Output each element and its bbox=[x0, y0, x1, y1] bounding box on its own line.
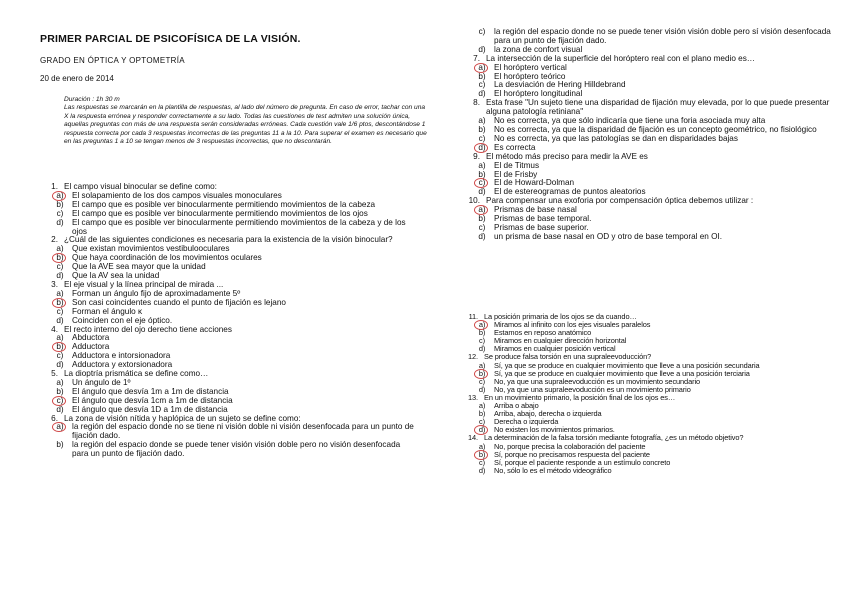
option-letter bbox=[52, 219, 68, 237]
option-letter-text: c) bbox=[478, 222, 486, 232]
question-q4 bbox=[40, 326, 418, 371]
option-text: la región del espacio donde no se puede tener visión visión doble pero sí visión desenfocada para un punto de fijación dado. bbox=[494, 27, 831, 45]
option-letter bbox=[52, 423, 68, 441]
question-q3 bbox=[40, 281, 418, 326]
option-text: No es correcta, ya que la disparidad de fijación es un concepto geométrico, no fisiológico bbox=[494, 124, 817, 134]
option-letter-text: b) bbox=[478, 169, 486, 179]
option-text: No, ya que una supraleevoducción es un movimiento secundario bbox=[494, 376, 700, 386]
option-letter-text: d) bbox=[478, 425, 486, 435]
question-text: El eje visual y la línea principal de mirada ... bbox=[64, 279, 224, 289]
option-letter-text: a) bbox=[478, 401, 486, 411]
option-letter-text: d) bbox=[56, 271, 64, 281]
option-letter-text: b) bbox=[56, 386, 64, 396]
option-letter-text: b) bbox=[56, 440, 64, 450]
option-letter-text: b) bbox=[478, 368, 486, 378]
option-text: Miramos al infinito con los ejes visuales paralelos bbox=[494, 320, 651, 330]
option-letter-text: b) bbox=[478, 124, 486, 134]
option-text: Que la AVE sea mayor que la unidad bbox=[72, 262, 206, 272]
question-q10 bbox=[462, 197, 832, 242]
option-text: Prismas de base nasal bbox=[494, 205, 577, 215]
option-letter-text: b) bbox=[56, 297, 64, 307]
option-letter bbox=[474, 233, 490, 242]
option-letter-text: b) bbox=[56, 199, 64, 209]
question-q6 bbox=[40, 415, 418, 460]
duration: Duración : 1h 30 m bbox=[64, 96, 120, 103]
option-letter-text: a) bbox=[56, 190, 64, 200]
question-q7 bbox=[462, 55, 832, 100]
option-text: la región del espacio donde se puede tener visión visión doble pero no visión desenfocada para un punto de fijación dado. bbox=[72, 440, 401, 459]
option-letter-text: c) bbox=[56, 351, 64, 361]
question-number: 9. bbox=[473, 151, 480, 161]
option-text: Sí, porque el paciente responde a un estímulo concreto bbox=[494, 457, 671, 467]
question-q14 bbox=[462, 434, 832, 474]
question-q13 bbox=[462, 394, 832, 434]
option-text: No, porque precisa la colaboración del paciente bbox=[494, 441, 646, 451]
option-text: El de Howard-Dolman bbox=[494, 178, 575, 188]
option-text: No, sólo lo es el método videográfico bbox=[494, 465, 612, 475]
question-list-right-compact bbox=[462, 313, 832, 475]
option-text: un prisma de base nasal en OD y otro de base temporal en OI. bbox=[494, 231, 723, 241]
option-letter-text: b) bbox=[478, 71, 486, 81]
option-letter-text: d) bbox=[478, 142, 486, 152]
option-text: El campo que es posible ver binocularmente permitiendo movimientos de la cabeza y de los ojos bbox=[72, 217, 406, 236]
option-letter-text: d) bbox=[56, 360, 64, 370]
answer-option[interactable] bbox=[40, 423, 418, 441]
option-text: Prismas de base temporal. bbox=[494, 214, 592, 224]
question-text: El campo visual binocular se define como: bbox=[64, 182, 217, 191]
option-text: Que existan movimientos vestibulooculares bbox=[72, 244, 230, 254]
option-text: Sí, porque no precisamos respuesta del paciente bbox=[494, 449, 650, 459]
option-text: Estamos en reposo anatómico bbox=[494, 328, 592, 338]
question-text: La zona de visión nítida y haplópica de un sujeto se define como: bbox=[64, 413, 301, 423]
answer-option[interactable] bbox=[40, 219, 418, 237]
question-number: 3. bbox=[51, 279, 58, 289]
question-list-left bbox=[40, 183, 418, 459]
question-list-right bbox=[462, 28, 832, 242]
question-q1 bbox=[40, 183, 418, 236]
question-number: 2. bbox=[51, 235, 58, 245]
question-number: 8. bbox=[473, 98, 480, 108]
option-letter-text: c) bbox=[478, 178, 486, 188]
option-letter-text: c) bbox=[56, 262, 64, 272]
option-letter-text: d) bbox=[478, 231, 486, 241]
question-text: La posición primaria de los ojos se da cuando… bbox=[484, 312, 637, 321]
option-letter-text: b) bbox=[478, 409, 486, 419]
option-letter-text: d) bbox=[478, 187, 486, 197]
option-letter-text: d) bbox=[478, 344, 486, 354]
option-letter-text: a) bbox=[478, 205, 486, 215]
option-text: Miramos en cualquier posición vertical bbox=[494, 344, 616, 354]
option-text: Abductora bbox=[72, 333, 110, 343]
question-q12 bbox=[462, 353, 832, 393]
option-text: Adductora y extorsionadora bbox=[72, 360, 173, 370]
option-letter-text: d) bbox=[56, 315, 64, 325]
question-q9 bbox=[462, 153, 832, 198]
option-text: El horóptero longitudinal bbox=[494, 89, 583, 99]
question-text: ¿Cuál de las siguientes condiciones es necesaria para la existencia de la visión binocular? bbox=[64, 235, 393, 245]
question-number: 7. bbox=[473, 53, 480, 63]
question-number: 6. bbox=[51, 413, 58, 423]
option-letter-text: c) bbox=[479, 376, 485, 386]
option-letter-text: c) bbox=[56, 208, 64, 218]
option-text: No es correcta, ya que las patologías se dan en disparidades bajas bbox=[494, 133, 738, 143]
question-q6 bbox=[462, 28, 832, 55]
option-text: El ángulo que desvía 1m a 1m de distancia bbox=[72, 386, 229, 396]
question-number: 12. bbox=[468, 352, 478, 362]
option-text: El horóptero teórico bbox=[494, 71, 566, 81]
question-text: La dioptría prismática se define como… bbox=[64, 369, 209, 379]
option-text: El de Frisby bbox=[494, 169, 538, 179]
option-letter-text: b) bbox=[56, 342, 64, 352]
option-text: Son casi coincidentes cuando el punto de fijación es lejano bbox=[72, 297, 286, 307]
option-letter-text: c) bbox=[478, 80, 486, 90]
option-letter-text: c) bbox=[56, 306, 64, 316]
option-text: Forman un ángulo fijo de aproximadamente 5º bbox=[72, 288, 241, 298]
option-letter-text: d) bbox=[478, 384, 486, 394]
option-text: Un ángulo de 1º bbox=[72, 377, 131, 387]
question-text: El método más preciso para medir la AVE es bbox=[486, 151, 648, 161]
option-text: No existen los movimientos primarios. bbox=[494, 425, 615, 435]
option-text: El campo que es posible ver binocularmente permitiendo movimientos de los ojos bbox=[72, 208, 368, 218]
question-number: 11. bbox=[468, 312, 478, 321]
instructions bbox=[64, 96, 428, 146]
option-letter-text: b) bbox=[478, 328, 486, 338]
option-text: Sí, ya que se produce en cualquier movimiento que lleve a una posición secundaria bbox=[494, 360, 760, 370]
exam-title: PRIMER PARCIAL DE PSICOFÍSICA DE LA VISIÓN. bbox=[40, 33, 301, 45]
question-text: La intersección de la superficie del horóptero real con el plano medio es… bbox=[486, 53, 755, 63]
option-letter-text: c) bbox=[478, 133, 486, 143]
option-letter-text: c) bbox=[478, 27, 486, 36]
question-text: Para compensar una exoforia por compensación óptica debemos utilizar : bbox=[486, 196, 754, 206]
option-letter bbox=[474, 467, 490, 475]
option-text: El solapamiento de los dos campos visuales monoculares bbox=[72, 190, 282, 200]
option-letter-text: a) bbox=[478, 160, 486, 170]
answer-option[interactable] bbox=[40, 441, 418, 459]
option-text: El de Titmus bbox=[494, 160, 540, 170]
option-text: Miramos en cualquier dirección horizontal bbox=[494, 336, 627, 346]
question-number: 4. bbox=[51, 324, 58, 334]
question-number: 5. bbox=[51, 369, 58, 379]
option-letter-text: a) bbox=[56, 377, 64, 387]
option-text: Arriba, abajo, derecha o izquierda bbox=[494, 409, 602, 419]
question-q2 bbox=[40, 236, 418, 281]
option-text: Es correcta bbox=[494, 142, 536, 152]
question-q5 bbox=[40, 370, 418, 415]
option-letter-text: c) bbox=[479, 417, 485, 427]
option-letter-text: d) bbox=[56, 404, 64, 414]
option-text: No, ya que una supraleevoducción es un movimiento primario bbox=[494, 384, 691, 394]
answer-option[interactable] bbox=[462, 233, 832, 242]
option-letter bbox=[52, 441, 68, 459]
option-text: Arriba o abajo bbox=[494, 401, 539, 411]
degree-name: GRADO EN ÓPTICA Y OPTOMETRÍA bbox=[40, 56, 185, 65]
question-q11 bbox=[462, 313, 832, 353]
question-text: Se produce falsa torsión en una supraleevoducción? bbox=[484, 352, 652, 362]
option-letter-text: d) bbox=[478, 89, 486, 99]
option-text: El ángulo que desvía 1D a 1m de distancia bbox=[72, 404, 228, 414]
question-number: 1. bbox=[51, 182, 58, 191]
option-text: Adductora e intorsionadora bbox=[72, 351, 171, 361]
question-text: El recto interno del ojo derecho tiene acciones bbox=[64, 324, 232, 334]
option-letter-text: d) bbox=[478, 44, 486, 54]
option-letter-text: c) bbox=[479, 336, 485, 346]
option-text: No es correcta, ya que sólo indicaría que tiene una foria asociada muy alta bbox=[494, 116, 766, 126]
option-letter-text: a) bbox=[478, 116, 486, 126]
option-letter-text: c) bbox=[56, 395, 64, 405]
option-letter-text: a) bbox=[478, 62, 486, 72]
question-text: La determinación de la falsa torsión mediante fotografía, ¿es un método objetivo? bbox=[484, 433, 744, 443]
question-q8 bbox=[462, 99, 832, 152]
option-letter-text: a) bbox=[56, 422, 64, 432]
option-text: Adductora bbox=[72, 342, 110, 352]
answer-option[interactable] bbox=[462, 28, 832, 46]
option-letter-text: a) bbox=[56, 244, 64, 254]
option-text: El campo que es posible ver binocularmente permitiendo movimientos de la cabeza bbox=[72, 199, 376, 209]
option-text: La desviación de Hering Hilldebrand bbox=[494, 80, 626, 90]
option-text: El de estereogramas de puntos aleatorios bbox=[494, 187, 646, 197]
question-text: En un movimiento primario, la posición final de los ojos es… bbox=[484, 392, 676, 402]
option-letter-text: b) bbox=[56, 253, 64, 263]
option-text: El horóptero vertical bbox=[494, 62, 567, 72]
option-text: Forman el ángulo κ bbox=[72, 306, 143, 316]
question-number: 10. bbox=[468, 196, 480, 206]
option-text: Prismas de base superior. bbox=[494, 222, 589, 232]
option-letter-text: d) bbox=[478, 465, 486, 475]
option-text: Que la AV sea la unidad bbox=[72, 271, 160, 281]
option-letter bbox=[474, 28, 490, 46]
option-letter-text: d) bbox=[56, 217, 64, 227]
question-text: Esta frase "Un sujeto tiene una disparidad de fijación muy elevada, por lo que puede presentar alguna patología retiniana" bbox=[486, 98, 830, 117]
question-header bbox=[462, 99, 832, 117]
option-letter-text: c) bbox=[479, 457, 485, 467]
exam-date: 20 de enero de 2014 bbox=[40, 74, 114, 83]
option-text: Sí, ya que se produce en cualquier movimiento que lleve a una posición terciaria bbox=[494, 368, 750, 378]
option-letter-text: b) bbox=[478, 449, 486, 459]
answer-option[interactable] bbox=[462, 467, 832, 475]
option-text: El ángulo que desvía 1cm a 1m de distancia bbox=[72, 395, 233, 405]
question-number: 13. bbox=[468, 392, 478, 402]
option-text: Que haya coordinación de los movimientos oculares bbox=[72, 253, 262, 263]
option-text: Coinciden con el eje óptico. bbox=[72, 315, 173, 325]
option-text: la zona de confort visual bbox=[494, 44, 583, 54]
option-text: Derecha o izquierda bbox=[494, 417, 559, 427]
option-letter-text: b) bbox=[478, 214, 486, 224]
option-letter-text: a) bbox=[478, 360, 486, 370]
question-number: 14. bbox=[468, 433, 478, 443]
option-letter-text: a) bbox=[56, 333, 64, 343]
option-letter-text: a) bbox=[478, 320, 486, 330]
instructions-text: Las respuestas se marcarán en la plantilla de respuestas, al lado del número de pregunta. En caso de error, tachar con una X la respuesta errónea y responder correctamente a su lado. Todas las cuestiones de test admiten una solución única, aquellas preguntas con más de una respuesta serán consideradas erróneas. Cada cuestión vale 1/6 ptos, descontándose 1 respuesta correcta por cada 3 respuestas incorrectas de las preguntas 11 a la 10. Para superar el examen es necesario que en las preguntas 1 a 10 se tengan menos de 3 respuestas incorrectas, que no descontarán. bbox=[64, 104, 427, 146]
option-letter-text: a) bbox=[478, 441, 486, 451]
option-letter-text: a) bbox=[56, 288, 64, 298]
option-text: la región del espacio donde no se tiene ni visión doble ni visión desenfocada para un punto de fijación dado. bbox=[72, 422, 414, 441]
